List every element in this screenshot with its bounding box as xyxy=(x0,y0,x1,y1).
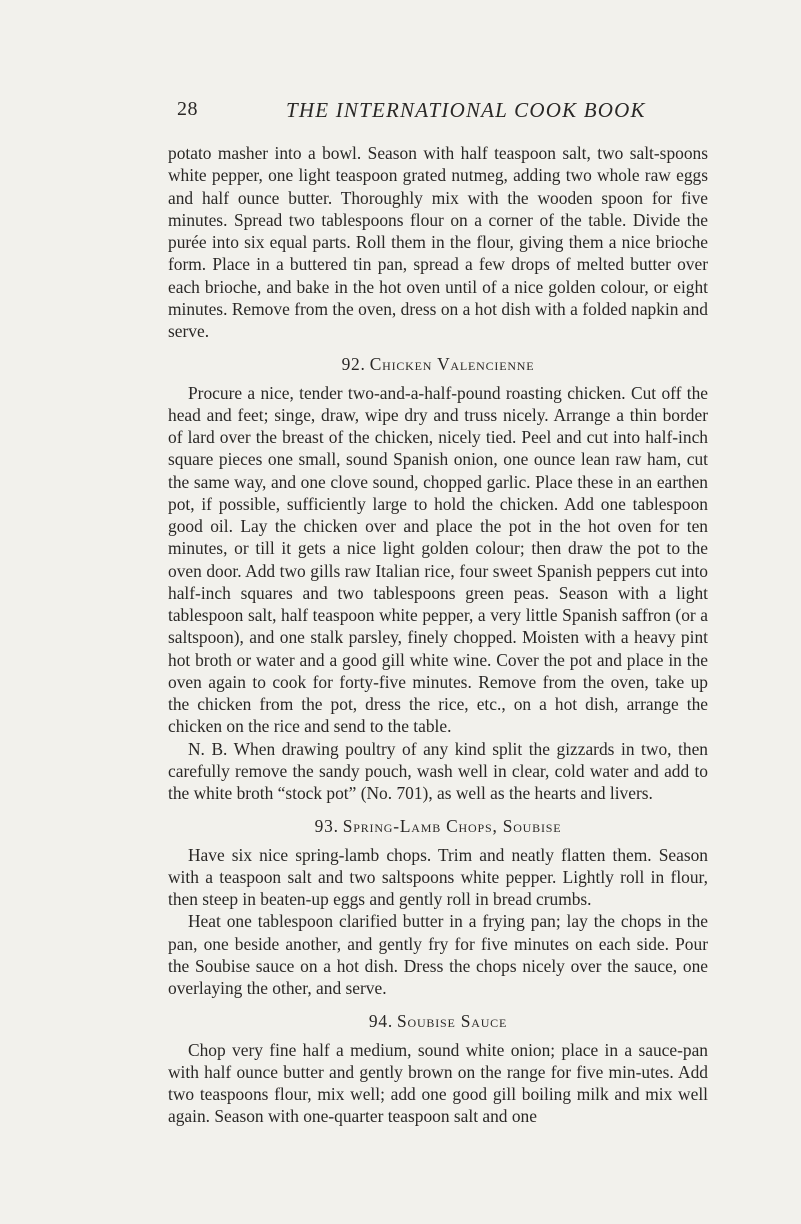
recipe-paragraph: Have six nice spring-lamb chops. Trim and neatly flatten them. Season with a teaspoon salt and two saltspoons white pepper. Lightly roll in flour, then steep in beaten-up eggs and gently roll in bread crumbs. xyxy=(168,844,708,909)
recipe-number: 92. xyxy=(341,354,366,375)
recipe-number: 94. xyxy=(368,1011,394,1032)
continuation-paragraph: potato masher into a bowl. Season with half teaspoon salt, two salt-spoons white pepper, one light teaspoon grated nutmeg, adding two whole raw eggs and half ounce butter. Thoroughly mix with the wooden spoon for five minutes. Spread two tablespoons flour on a corner of the table. Divide the purée into six equal parts. Roll them in the flour, giving them a nice brioche form. Place in a buttered tin pan, spread a few drops of melted butter over each brioche, and bake in the hot oven until of a nice golden colour, or eight minutes. Remove from the oven, dress on a hot dish with a folded napkin and serve. xyxy=(168,143,708,341)
page-header xyxy=(0,98,801,128)
recipe-paragraph: Heat one tablespoon clarified butter in a frying pan; lay the chops in the pan, one beside another, and gently fry for five minutes on each side. Pour the Soubise sauce on a hot dish. Dress the chops nicely over the sauce, one overlaying the other, and serve. xyxy=(168,911,708,998)
recipe-note: N. B. When drawing poultry of any kind split the gizzards in two, then carefully remove the sandy pouch, wash well in clear, cold water and add to the white broth “stock pot” (No. 701), as well as the hearts and livers. xyxy=(168,738,708,803)
recipe-paragraph: Chop very fine half a medium, sound white onion; place in a sauce-pan with half ounce butter and gently brown on the range for five min-utes. Add two teaspoons flour, mix well; add one good gill boiling milk and mix well again. Season with one-quarter teaspoon salt and one xyxy=(168,1039,708,1127)
running-head: THE INTERNATIONAL COOK BOOK xyxy=(286,98,646,122)
recipe-title-text: Soubise Sauce xyxy=(397,1011,508,1032)
recipe-title-93 xyxy=(168,815,708,837)
recipe-title-text: Chicken Valencienne xyxy=(369,354,535,375)
recipe-title-94 xyxy=(168,1010,708,1032)
recipe-title-text: Spring-Lamb Chops, Soubise xyxy=(342,816,562,837)
recipe-paragraph: Procure a nice, tender two-and-a-half-pound roasting chicken. Cut off the head and feet; singe, draw, wipe dry and truss nicely. Arrange a thin border of lard over the breast of the chicken, nicely tied. Peel and cut into half-inch square pieces one small, sound Spanish onion, one ounce lean raw ham, cut the same way, and one clove sound, chopped garlic. Place these in an earthen pot, if possible, sufficiently large to hold the chicken. Add one tablespoon good oil. Lay the chicken over and place the pot in the hot oven for ten minutes, or till it gets a nice light golden colour; then draw the pot to the oven door. Add two gills raw Italian rice, four sweet Spanish peppers cut into half-inch squares and two tablespoons green peas. Season with a light tablespoon salt, half teaspoon white pepper, a very little Spanish saffron (or a saltspoon), and one stalk parsley, finely chopped. Moisten with a heavy pint hot broth or water and a good gill white wine. Cover the pot and place in the oven again to cook for forty-five minutes. Remove from the oven, take up the chicken from the pot, dress the rice, etc., on a hot dish, arrange the chicken on the rice and send to the table. xyxy=(168,382,708,737)
page-body xyxy=(168,142,708,1128)
recipe-number: 93. xyxy=(314,816,339,837)
recipe-title-92 xyxy=(168,353,708,375)
page-number: 28 xyxy=(177,98,198,120)
